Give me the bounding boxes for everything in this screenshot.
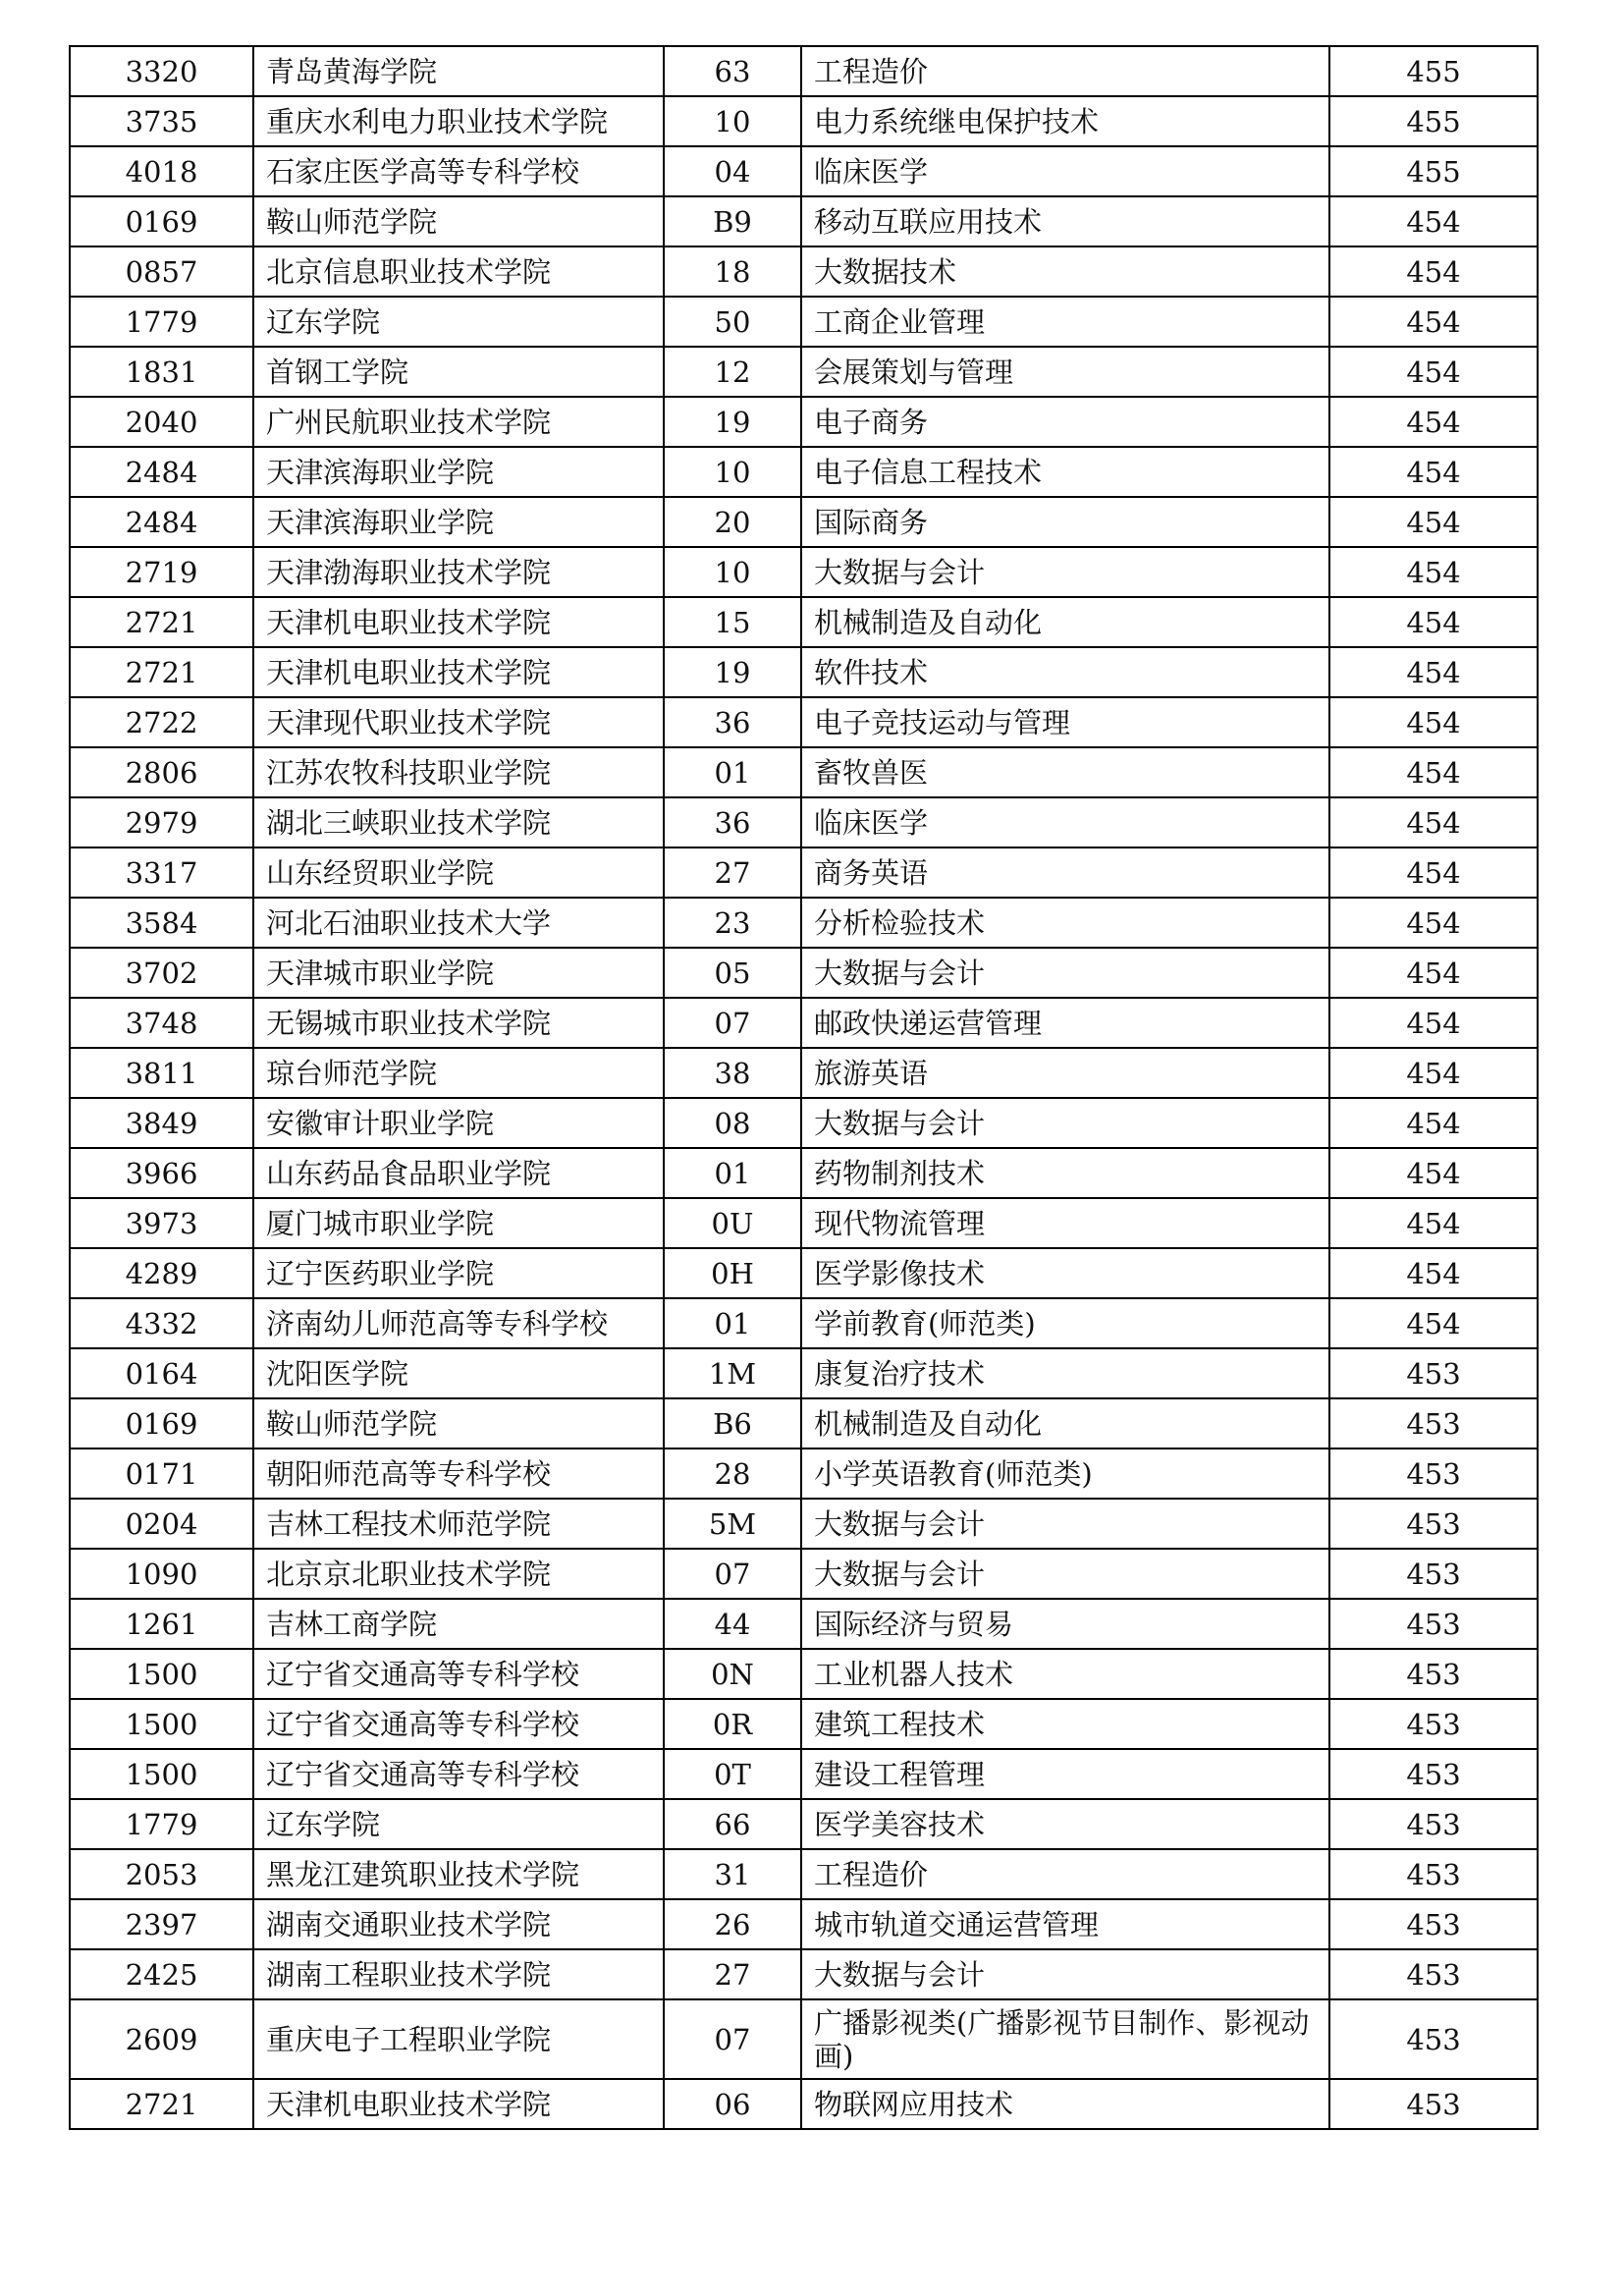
major-code-cell: 18 <box>664 246 801 297</box>
table-row <box>70 1298 1538 1348</box>
school-code-cell: 2721 <box>70 2079 253 2129</box>
school-code-cell: 2484 <box>70 497 253 547</box>
table-row <box>70 1098 1538 1148</box>
school-name-cell: 天津滨海职业学院 <box>253 497 664 547</box>
major-name-cell: 城市轨道交通运营管理 <box>801 1899 1329 1949</box>
major-code-cell: 0R <box>664 1699 801 1749</box>
major-code-cell: 07 <box>664 1549 801 1599</box>
score-cell: 454 <box>1329 1098 1538 1148</box>
major-code-cell: 20 <box>664 497 801 547</box>
score-cell: 453 <box>1329 1899 1538 1949</box>
table-row <box>70 1549 1538 1599</box>
score-cell: 455 <box>1329 46 1538 96</box>
major-code-cell: B6 <box>664 1398 801 1449</box>
score-cell: 454 <box>1329 347 1538 397</box>
major-code-cell: 0T <box>664 1749 801 1799</box>
major-name-cell: 旅游英语 <box>801 1048 1329 1098</box>
major-name-cell: 大数据与会计 <box>801 1949 1329 1999</box>
school-name-cell: 青岛黄海学院 <box>253 46 664 96</box>
school-code-cell: 3748 <box>70 998 253 1048</box>
school-name-cell: 厦门城市职业学院 <box>253 1198 664 1248</box>
major-name-cell: 工程造价 <box>801 46 1329 96</box>
score-cell: 453 <box>1329 1849 1538 1899</box>
major-name-cell: 大数据与会计 <box>801 1098 1329 1148</box>
school-name-cell: 辽东学院 <box>253 1799 664 1849</box>
table-row <box>70 998 1538 1048</box>
school-code-cell: 2053 <box>70 1849 253 1899</box>
school-code-cell: 3966 <box>70 1148 253 1198</box>
major-name-cell: 工业机器人技术 <box>801 1649 1329 1699</box>
major-code-cell: 07 <box>664 998 801 1048</box>
major-code-cell: 05 <box>664 948 801 998</box>
major-code-cell: 10 <box>664 447 801 497</box>
major-code-cell: 0H <box>664 1248 801 1298</box>
school-name-cell: 天津渤海职业技术学院 <box>253 547 664 597</box>
major-name-cell: 大数据与会计 <box>801 547 1329 597</box>
school-code-cell: 2721 <box>70 647 253 697</box>
school-code-cell: 0169 <box>70 1398 253 1449</box>
table-row <box>70 1899 1538 1949</box>
major-code-cell: 19 <box>664 647 801 697</box>
table-row <box>70 1649 1538 1699</box>
school-code-cell: 2609 <box>70 1999 253 2079</box>
school-code-cell: 1831 <box>70 347 253 397</box>
school-code-cell: 3849 <box>70 1098 253 1148</box>
score-cell: 453 <box>1329 1398 1538 1449</box>
school-name-cell: 山东经贸职业学院 <box>253 847 664 898</box>
school-code-cell: 3811 <box>70 1048 253 1098</box>
major-name-cell: 康复治疗技术 <box>801 1348 1329 1398</box>
major-name-cell: 大数据与会计 <box>801 1499 1329 1549</box>
major-code-cell: 12 <box>664 347 801 397</box>
major-code-cell: 44 <box>664 1599 801 1649</box>
table-row <box>70 647 1538 697</box>
table-row <box>70 96 1538 146</box>
score-cell: 454 <box>1329 948 1538 998</box>
table-row <box>70 1398 1538 1449</box>
score-cell: 453 <box>1329 1749 1538 1799</box>
score-cell: 453 <box>1329 1949 1538 1999</box>
major-code-cell: 1M <box>664 1348 801 1398</box>
major-name-cell: 大数据技术 <box>801 246 1329 297</box>
score-cell: 455 <box>1329 146 1538 196</box>
major-code-cell: 50 <box>664 297 801 347</box>
table-row <box>70 948 1538 998</box>
table-row <box>70 397 1538 447</box>
score-cell: 454 <box>1329 847 1538 898</box>
school-name-cell: 天津城市职业学院 <box>253 948 664 998</box>
school-code-cell: 4332 <box>70 1298 253 1348</box>
score-cell: 454 <box>1329 898 1538 948</box>
score-cell: 454 <box>1329 246 1538 297</box>
table-row <box>70 1799 1538 1849</box>
table-row <box>70 46 1538 96</box>
score-cell: 454 <box>1329 1148 1538 1198</box>
school-code-cell: 4018 <box>70 146 253 196</box>
school-code-cell: 2722 <box>70 697 253 747</box>
table-row <box>70 1599 1538 1649</box>
school-code-cell: 3702 <box>70 948 253 998</box>
major-name-cell: 机械制造及自动化 <box>801 597 1329 647</box>
school-name-cell: 鞍山师范学院 <box>253 1398 664 1449</box>
score-cell: 453 <box>1329 1649 1538 1699</box>
score-cell: 454 <box>1329 397 1538 447</box>
score-cell: 453 <box>1329 2079 1538 2129</box>
school-code-cell: 3317 <box>70 847 253 898</box>
school-name-cell: 济南幼儿师范高等专科学校 <box>253 1298 664 1348</box>
major-code-cell: 0U <box>664 1198 801 1248</box>
major-name-cell: 临床医学 <box>801 146 1329 196</box>
major-code-cell: 66 <box>664 1799 801 1849</box>
major-name-cell: 广播影视类(广播影视节目制作、影视动画) <box>801 1999 1329 2079</box>
major-name-cell: 小学英语教育(师范类) <box>801 1449 1329 1499</box>
table-row <box>70 898 1538 948</box>
major-name-cell: 物联网应用技术 <box>801 2079 1329 2129</box>
school-name-cell: 朝阳师范高等专科学校 <box>253 1449 664 1499</box>
major-code-cell: 27 <box>664 1949 801 1999</box>
major-code-cell: 63 <box>664 46 801 96</box>
major-code-cell: 10 <box>664 547 801 597</box>
school-code-cell: 1779 <box>70 1799 253 1849</box>
major-code-cell: B9 <box>664 196 801 246</box>
school-name-cell: 山东药品食品职业学院 <box>253 1148 664 1198</box>
school-code-cell: 1500 <box>70 1649 253 1699</box>
score-cell: 454 <box>1329 998 1538 1048</box>
table-row <box>70 497 1538 547</box>
score-cell: 453 <box>1329 1699 1538 1749</box>
major-name-cell: 学前教育(师范类) <box>801 1298 1329 1348</box>
score-cell: 454 <box>1329 297 1538 347</box>
school-name-cell: 广州民航职业技术学院 <box>253 397 664 447</box>
school-code-cell: 2397 <box>70 1899 253 1949</box>
major-code-cell: 01 <box>664 1298 801 1348</box>
table-row <box>70 347 1538 397</box>
school-code-cell: 1261 <box>70 1599 253 1649</box>
major-name-cell: 现代物流管理 <box>801 1198 1329 1248</box>
major-code-cell: 10 <box>664 96 801 146</box>
major-name-cell: 国际经济与贸易 <box>801 1599 1329 1649</box>
table-row <box>70 1348 1538 1398</box>
major-name-cell: 会展策划与管理 <box>801 347 1329 397</box>
score-cell: 454 <box>1329 747 1538 797</box>
table-row <box>70 1699 1538 1749</box>
table-row <box>70 797 1538 847</box>
school-code-cell: 2040 <box>70 397 253 447</box>
score-cell: 455 <box>1329 96 1538 146</box>
major-name-cell: 电子信息工程技术 <box>801 447 1329 497</box>
major-code-cell: 06 <box>664 2079 801 2129</box>
school-code-cell: 3584 <box>70 898 253 948</box>
major-code-cell: 31 <box>664 1849 801 1899</box>
school-name-cell: 湖南工程职业技术学院 <box>253 1949 664 1999</box>
school-name-cell: 辽宁省交通高等专科学校 <box>253 1699 664 1749</box>
school-code-cell: 2806 <box>70 747 253 797</box>
school-name-cell: 辽宁省交通高等专科学校 <box>253 1649 664 1699</box>
score-cell: 454 <box>1329 1198 1538 1248</box>
major-code-cell: 36 <box>664 797 801 847</box>
school-name-cell: 重庆电子工程职业学院 <box>253 1999 664 2079</box>
school-name-cell: 辽宁医药职业学院 <box>253 1248 664 1298</box>
major-name-cell: 国际商务 <box>801 497 1329 547</box>
school-name-cell: 天津滨海职业学院 <box>253 447 664 497</box>
table-row <box>70 547 1538 597</box>
score-cell: 454 <box>1329 597 1538 647</box>
score-cell: 454 <box>1329 497 1538 547</box>
major-name-cell: 电力系统继电保护技术 <box>801 96 1329 146</box>
school-code-cell: 1090 <box>70 1549 253 1599</box>
score-cell: 453 <box>1329 1999 1538 2079</box>
major-name-cell: 建筑工程技术 <box>801 1699 1329 1749</box>
score-cell: 453 <box>1329 1499 1538 1549</box>
table-row <box>70 1999 1538 2079</box>
major-name-cell: 商务英语 <box>801 847 1329 898</box>
major-code-cell: 04 <box>664 146 801 196</box>
school-code-cell: 1500 <box>70 1699 253 1749</box>
table-row <box>70 246 1538 297</box>
table-row <box>70 1449 1538 1499</box>
score-cell: 454 <box>1329 1298 1538 1348</box>
school-name-cell: 琼台师范学院 <box>253 1048 664 1098</box>
school-name-cell: 湖北三峡职业技术学院 <box>253 797 664 847</box>
table-row <box>70 847 1538 898</box>
school-name-cell: 湖南交通职业技术学院 <box>253 1899 664 1949</box>
school-name-cell: 江苏农牧科技职业学院 <box>253 747 664 797</box>
major-name-cell: 建设工程管理 <box>801 1749 1329 1799</box>
major-name-cell: 电子商务 <box>801 397 1329 447</box>
major-name-cell: 邮政快递运营管理 <box>801 998 1329 1048</box>
table-row <box>70 146 1538 196</box>
school-name-cell: 天津现代职业技术学院 <box>253 697 664 747</box>
score-cell: 454 <box>1329 447 1538 497</box>
school-name-cell: 天津机电职业技术学院 <box>253 647 664 697</box>
major-name-cell: 电子竞技运动与管理 <box>801 697 1329 747</box>
school-name-cell: 北京信息职业技术学院 <box>253 246 664 297</box>
score-cell: 454 <box>1329 547 1538 597</box>
table-row <box>70 447 1538 497</box>
score-cell: 454 <box>1329 797 1538 847</box>
major-name-cell: 医学美容技术 <box>801 1799 1329 1849</box>
major-name-cell: 分析检验技术 <box>801 898 1329 948</box>
score-cell: 454 <box>1329 697 1538 747</box>
school-name-cell: 黑龙江建筑职业技术学院 <box>253 1849 664 1899</box>
table-row <box>70 297 1538 347</box>
school-name-cell: 鞍山师范学院 <box>253 196 664 246</box>
table-row <box>70 697 1538 747</box>
school-name-cell: 首钢工学院 <box>253 347 664 397</box>
school-code-cell: 0857 <box>70 246 253 297</box>
major-code-cell: 01 <box>664 1148 801 1198</box>
major-code-cell: 08 <box>664 1098 801 1148</box>
school-code-cell: 2425 <box>70 1949 253 1999</box>
major-code-cell: 36 <box>664 697 801 747</box>
school-code-cell: 1500 <box>70 1749 253 1799</box>
school-name-cell: 北京京北职业技术学院 <box>253 1549 664 1599</box>
major-name-cell: 工商企业管理 <box>801 297 1329 347</box>
school-name-cell: 天津机电职业技术学院 <box>253 597 664 647</box>
table-body <box>70 46 1538 2129</box>
school-name-cell: 石家庄医学高等专科学校 <box>253 146 664 196</box>
school-code-cell: 0169 <box>70 196 253 246</box>
school-code-cell: 2721 <box>70 597 253 647</box>
score-cell: 454 <box>1329 196 1538 246</box>
table-row <box>70 2079 1538 2129</box>
major-name-cell: 工程造价 <box>801 1849 1329 1899</box>
school-code-cell: 3735 <box>70 96 253 146</box>
table-row <box>70 196 1538 246</box>
major-name-cell: 软件技术 <box>801 647 1329 697</box>
school-code-cell: 0171 <box>70 1449 253 1499</box>
major-name-cell: 大数据与会计 <box>801 1549 1329 1599</box>
major-code-cell: 07 <box>664 1999 801 2079</box>
score-cell: 453 <box>1329 1449 1538 1499</box>
major-code-cell: 23 <box>664 898 801 948</box>
table-row <box>70 1048 1538 1098</box>
school-code-cell: 2979 <box>70 797 253 847</box>
score-cell: 454 <box>1329 647 1538 697</box>
school-code-cell: 0204 <box>70 1499 253 1549</box>
major-name-cell: 药物制剂技术 <box>801 1148 1329 1198</box>
school-code-cell: 1779 <box>70 297 253 347</box>
major-name-cell: 机械制造及自动化 <box>801 1398 1329 1449</box>
table-row <box>70 1749 1538 1799</box>
school-code-cell: 4289 <box>70 1248 253 1298</box>
major-name-cell: 大数据与会计 <box>801 948 1329 998</box>
school-code-cell: 0164 <box>70 1348 253 1398</box>
major-code-cell: 27 <box>664 847 801 898</box>
score-cell: 454 <box>1329 1248 1538 1298</box>
major-code-cell: 01 <box>664 747 801 797</box>
admission-score-table <box>69 45 1539 2130</box>
school-name-cell: 安徽审计职业学院 <box>253 1098 664 1148</box>
school-code-cell: 2719 <box>70 547 253 597</box>
major-name-cell: 临床医学 <box>801 797 1329 847</box>
school-name-cell: 重庆水利电力职业技术学院 <box>253 96 664 146</box>
major-name-cell: 移动互联应用技术 <box>801 196 1329 246</box>
school-name-cell: 无锡城市职业技术学院 <box>253 998 664 1048</box>
major-code-cell: 26 <box>664 1899 801 1949</box>
table-row <box>70 1499 1538 1549</box>
table-row <box>70 1198 1538 1248</box>
table-row <box>70 1248 1538 1298</box>
school-name-cell: 辽宁省交通高等专科学校 <box>253 1749 664 1799</box>
school-name-cell: 吉林工程技术师范学院 <box>253 1499 664 1549</box>
major-code-cell: 15 <box>664 597 801 647</box>
school-name-cell: 吉林工商学院 <box>253 1599 664 1649</box>
table-row <box>70 1849 1538 1899</box>
school-code-cell: 3973 <box>70 1198 253 1248</box>
table-row <box>70 747 1538 797</box>
major-code-cell: 38 <box>664 1048 801 1098</box>
score-cell: 453 <box>1329 1799 1538 1849</box>
score-cell: 453 <box>1329 1348 1538 1398</box>
major-name-cell: 医学影像技术 <box>801 1248 1329 1298</box>
school-name-cell: 河北石油职业技术大学 <box>253 898 664 948</box>
major-code-cell: 28 <box>664 1449 801 1499</box>
table-row <box>70 1148 1538 1198</box>
score-cell: 454 <box>1329 1048 1538 1098</box>
major-code-cell: 19 <box>664 397 801 447</box>
school-name-cell: 辽东学院 <box>253 297 664 347</box>
school-code-cell: 3320 <box>70 46 253 96</box>
major-name-cell: 畜牧兽医 <box>801 747 1329 797</box>
major-code-cell: 0N <box>664 1649 801 1699</box>
score-cell: 453 <box>1329 1599 1538 1649</box>
table-row <box>70 597 1538 647</box>
table-row <box>70 1949 1538 1999</box>
school-code-cell: 2484 <box>70 447 253 497</box>
score-cell: 453 <box>1329 1549 1538 1599</box>
major-code-cell: 5M <box>664 1499 801 1549</box>
school-name-cell: 天津机电职业技术学院 <box>253 2079 664 2129</box>
school-name-cell: 沈阳医学院 <box>253 1348 664 1398</box>
